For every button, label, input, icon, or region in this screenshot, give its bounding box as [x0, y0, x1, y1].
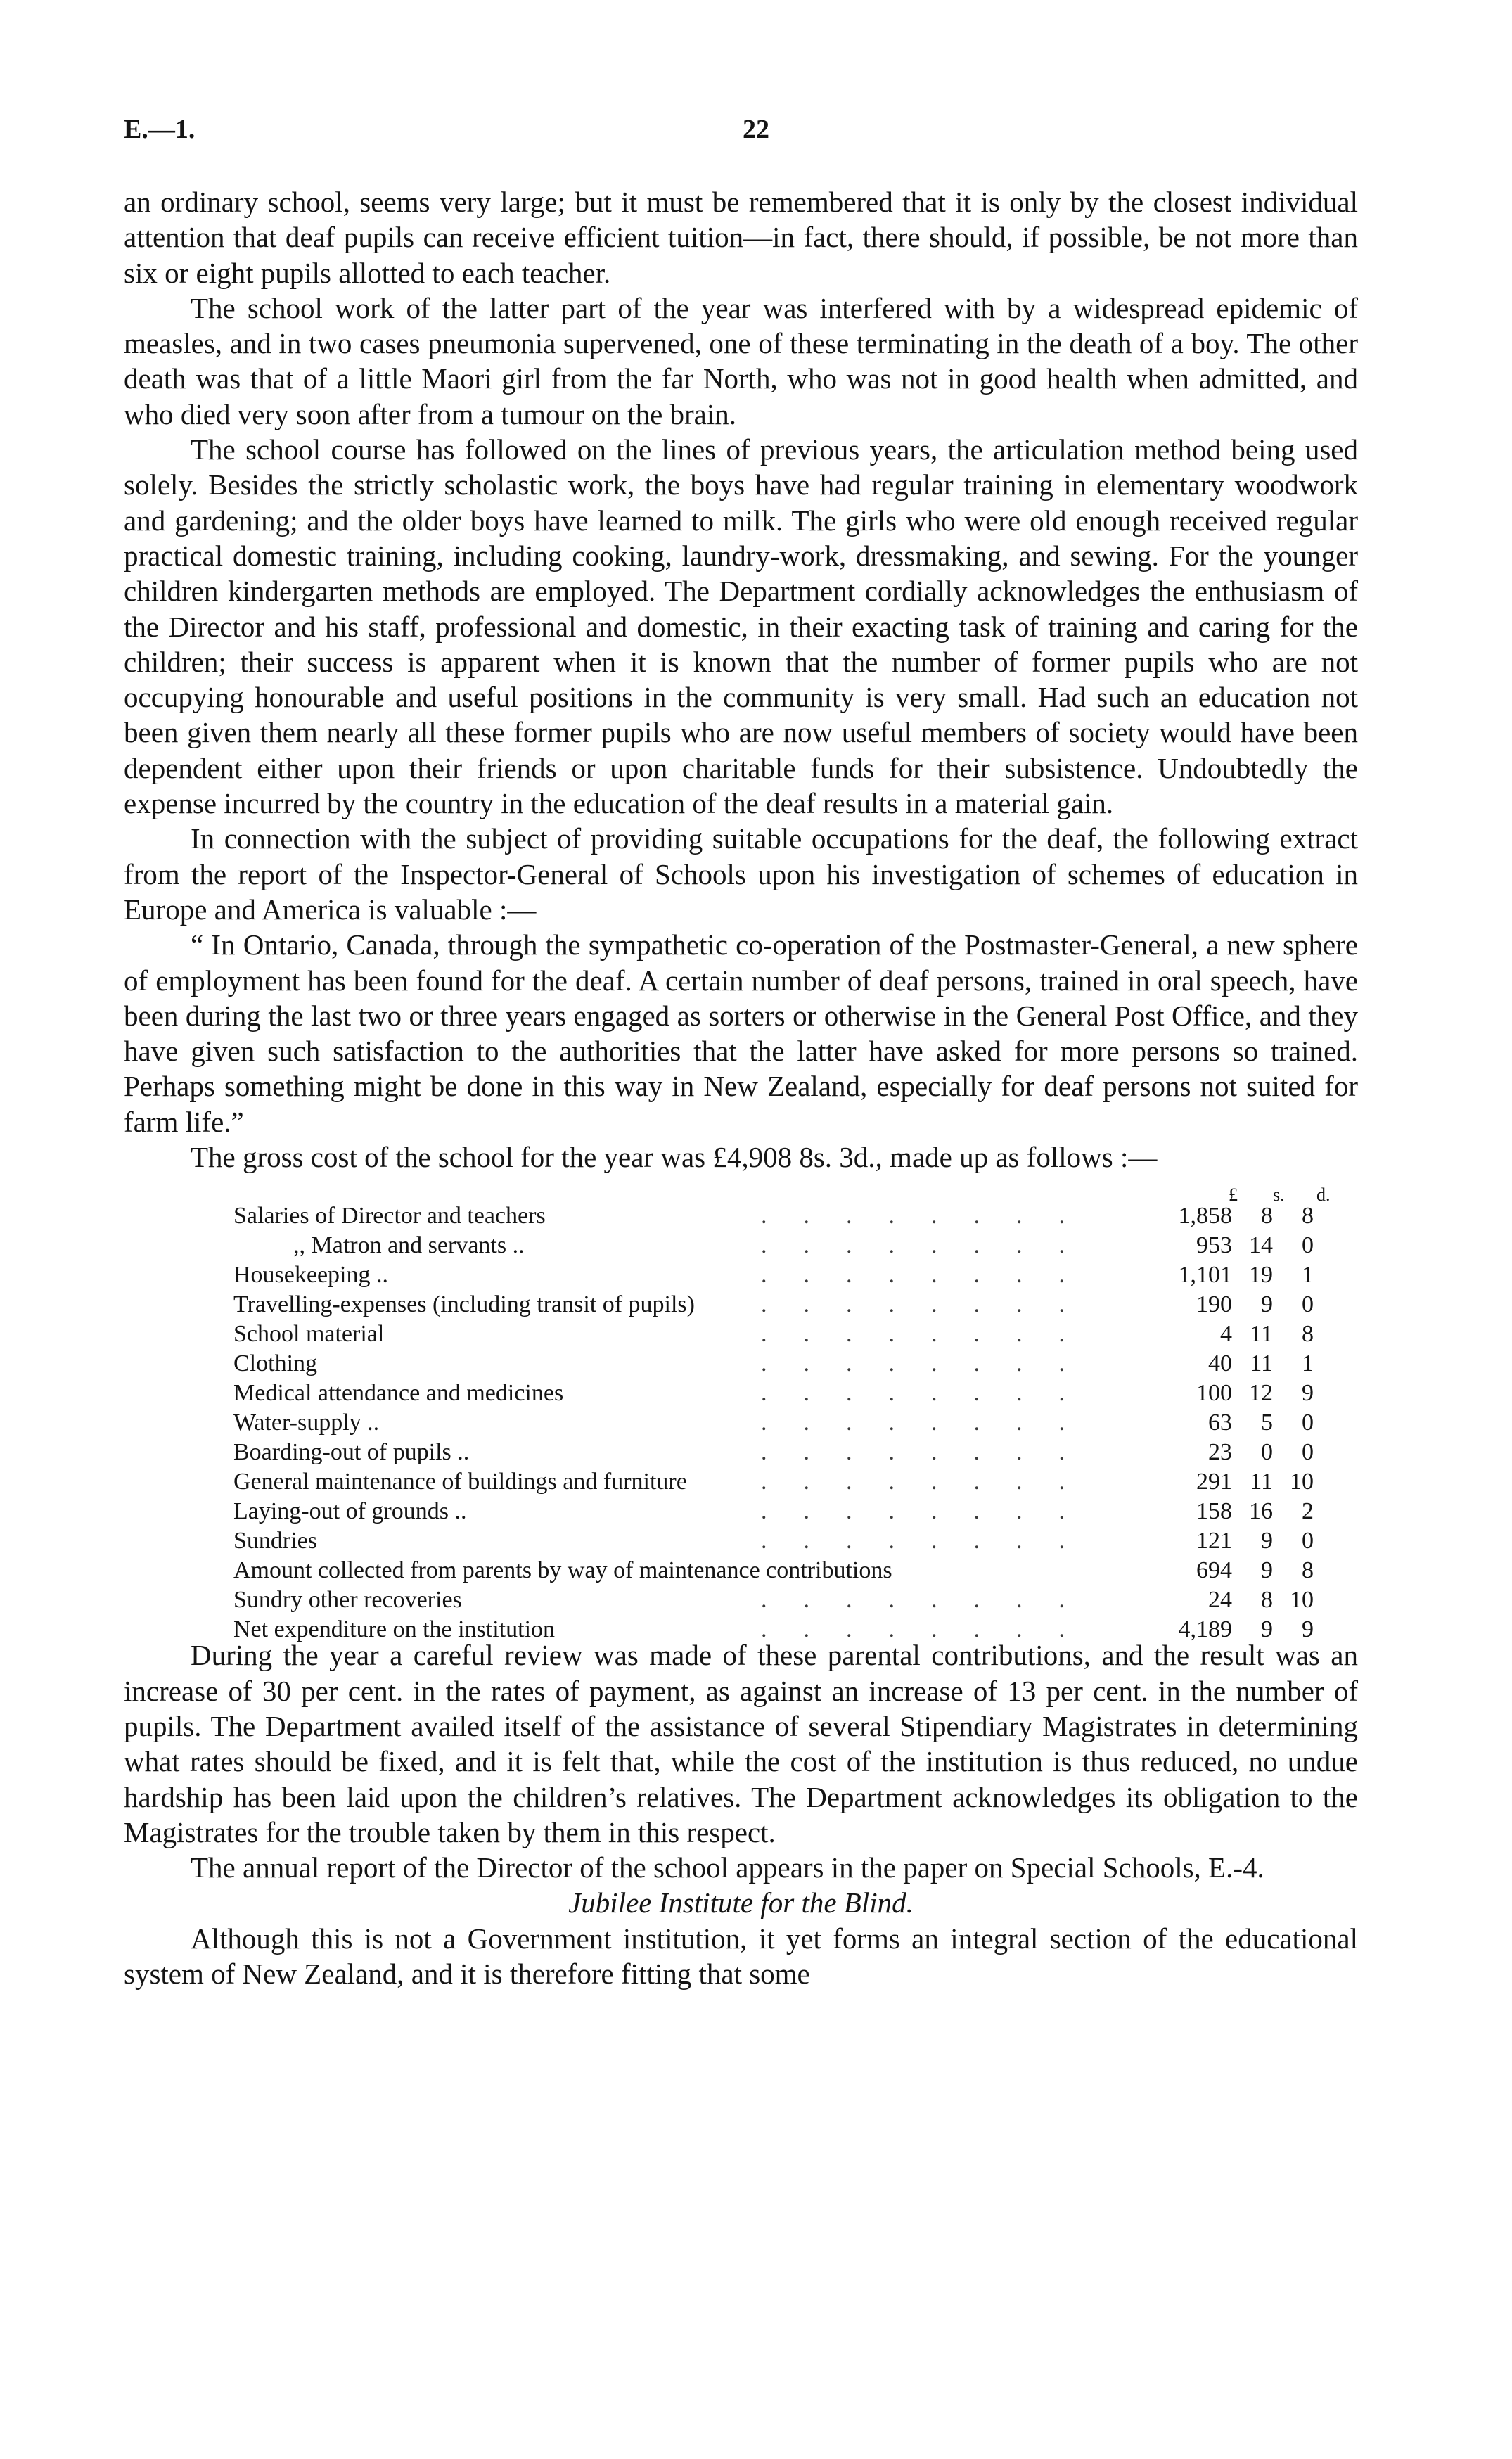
- row-label: Clothing: [233, 1350, 318, 1377]
- leader-dots: ........: [761, 1350, 1101, 1377]
- pence-cell: 8: [1302, 1203, 1314, 1230]
- row-label: Salaries of Director and teachers: [233, 1203, 546, 1230]
- table-row: [233, 1526, 1359, 1556]
- page-number: 22: [743, 115, 769, 144]
- leader-dots: ........: [761, 1262, 1101, 1289]
- expenditure-table: [124, 1180, 1358, 1643]
- table-row: [233, 1497, 1359, 1526]
- paragraph-jubilee-institute: Although this is not a Government institution, it yet forms an integral section of the educational system of New Zealand, and it is therefore fitting that some: [124, 1922, 1358, 1990]
- table-row: [233, 1231, 1359, 1260]
- pounds-cell: 40: [1208, 1350, 1232, 1377]
- table-row: [233, 1320, 1359, 1349]
- leader-dots: ........: [761, 1232, 1101, 1259]
- section-heading: Jubilee Institute for the Blind.: [568, 1886, 914, 1920]
- pence-header: d.: [1316, 1184, 1331, 1206]
- table-row: [233, 1379, 1359, 1408]
- row-label: Travelling-expenses (including transit of pupils): [233, 1291, 695, 1318]
- pounds-cell: 190: [1196, 1291, 1232, 1318]
- leader-dots: ........: [761, 1380, 1101, 1407]
- leader-dots: ........: [761, 1410, 1101, 1436]
- row-label: Housekeeping ..: [233, 1262, 389, 1289]
- quotation-ontario: “ In Ontario, Canada, through the sympathetic co-operation of the Postmaster-General, a new sphere of employment has been found for the deaf. A certain number of deaf persons, trained in oral speech, have been during the last two or three years engaged as sorters or otherwise in the General Post Office, and they have given such satisfaction to the authorities that the latter have asked for more persons so trained. Perhaps something might be done in this way in New Zealand, especially for deaf persons not suited for farm life.”: [124, 928, 1358, 1138]
- paragraph-continuation: an ordinary school, seems very large; but it must be remembered that it is only by the closest individual attention that deaf pupils can receive efficient tuition—in fact, there should, if possible, be not more than six or eight pupils allotted to each teacher.: [124, 186, 1358, 289]
- paragraph-annual-report: The annual report of the Director of the school appears in the paper on Special Schools, E.-4.: [191, 1851, 1264, 1884]
- shillings-cell: 16: [1249, 1498, 1273, 1525]
- pounds-cell: 1,858: [1178, 1203, 1232, 1230]
- pence-cell: 0: [1302, 1439, 1314, 1466]
- page-header: [124, 114, 1388, 156]
- paragraph-parental-contributions: During the year a careful review was made of these parental contributions, and the result was an increase of 30 per cent. in the rates of payment, as against an increase of 13 per cent. in the number of pupils. The Department availed itself of the assistance of several Stipendiary Magistrates in determining what rates should be fixed, and it is felt that, while the cost of the institution is thus reduced, no undue hardship has been laid upon the children’s relatives. The Department acknowledges its obligation to the Magistrates for the trouble taken by them in this respect.: [124, 1639, 1358, 1848]
- leader-dots: ........: [761, 1528, 1101, 1554]
- shillings-cell: 9: [1261, 1616, 1273, 1643]
- pence-cell: 0: [1302, 1410, 1314, 1436]
- pounds-header: £: [1229, 1184, 1238, 1206]
- paragraph-measles-epidemic: The school work of the latter part of the year was interfered with by a widespread epidemic of measles, and in two cases pneumonia supervened, one of these terminating in the death of a boy. The other death was that of a little Maori girl from the far North, who was not in good health when admitted, and who died very soon after from a tumour on the brain.: [124, 291, 1358, 430]
- pence-cell: 0: [1302, 1232, 1314, 1259]
- table-row: [233, 1201, 1359, 1231]
- shillings-cell: 11: [1250, 1469, 1273, 1495]
- row-label: School material: [233, 1321, 385, 1348]
- leader-dots: ........: [761, 1469, 1101, 1495]
- row-label: Boarding-out of pupils ..: [233, 1439, 470, 1466]
- pounds-cell: 694: [1196, 1557, 1232, 1584]
- pence-cell: 1: [1302, 1262, 1314, 1289]
- pounds-cell: 1,101: [1178, 1262, 1232, 1289]
- table-row: [233, 1556, 1359, 1585]
- table-row: [233, 1585, 1359, 1615]
- currency-header-row: [1084, 1180, 1366, 1206]
- page-body: [124, 184, 1358, 1991]
- row-label: Medical attendance and medicines: [233, 1380, 564, 1407]
- table-row: [233, 1467, 1359, 1497]
- row-label: Amount collected from parents by way of maintenance contributions: [233, 1557, 892, 1584]
- row-label: ,, Matron and servants ..: [293, 1232, 525, 1259]
- shillings-cell: 9: [1261, 1528, 1273, 1554]
- leader-dots: ........: [761, 1439, 1101, 1466]
- pence-cell: 2: [1302, 1498, 1314, 1525]
- shillings-cell: 8: [1261, 1587, 1273, 1614]
- row-label: Sundry other recoveries: [233, 1587, 462, 1614]
- table-row: [233, 1349, 1359, 1379]
- pounds-cell: 63: [1208, 1410, 1232, 1436]
- row-label: Water-supply ..: [233, 1410, 380, 1436]
- section-reference: E.—1.: [124, 115, 196, 144]
- table-row: [233, 1290, 1359, 1320]
- pounds-cell: 158: [1196, 1498, 1232, 1525]
- table-row: [233, 1408, 1359, 1438]
- leader-dots: ........: [761, 1498, 1101, 1525]
- shillings-cell: 9: [1261, 1557, 1273, 1584]
- pounds-cell: 24: [1208, 1587, 1232, 1614]
- pence-cell: 10: [1290, 1469, 1314, 1495]
- leader-dots: ........: [761, 1291, 1101, 1318]
- shillings-cell: 14: [1249, 1232, 1273, 1259]
- paragraph-occupations: In connection with the subject of providing suitable occupations for the deaf, the following extract from the report of the Inspector-General of Schools upon his investigation of schemes of education in Europe and America is valuable :—: [124, 822, 1358, 926]
- pence-cell: 9: [1302, 1616, 1314, 1643]
- shillings-header: s.: [1273, 1184, 1285, 1206]
- pence-cell: 0: [1302, 1528, 1314, 1554]
- shillings-cell: 8: [1261, 1203, 1273, 1230]
- leader-dots: ........: [761, 1587, 1101, 1614]
- row-label: Laying-out of grounds ..: [233, 1498, 467, 1525]
- pence-cell: 0: [1302, 1291, 1314, 1318]
- pounds-cell: 23: [1208, 1439, 1232, 1466]
- leader-dots: ........: [761, 1616, 1101, 1643]
- pounds-cell: 121: [1196, 1528, 1232, 1554]
- row-label: General maintenance of buildings and furniture: [233, 1469, 687, 1495]
- leader-dots: ........: [761, 1321, 1101, 1348]
- pence-cell: 8: [1302, 1557, 1314, 1584]
- pounds-cell: 4,189: [1178, 1616, 1232, 1643]
- costs-intro: The gross cost of the school for the year was £4,908 8s. 3d., made up as follows :—: [191, 1141, 1158, 1174]
- shillings-cell: 12: [1249, 1380, 1273, 1407]
- pence-cell: 9: [1302, 1380, 1314, 1407]
- shillings-cell: 0: [1261, 1439, 1273, 1466]
- shillings-cell: 11: [1250, 1350, 1273, 1377]
- pounds-cell: 100: [1196, 1380, 1232, 1407]
- leader-dots: ........: [761, 1203, 1101, 1230]
- pounds-cell: 953: [1196, 1232, 1232, 1259]
- shillings-cell: 11: [1250, 1321, 1273, 1348]
- row-label: Net expenditure on the institution: [233, 1616, 556, 1643]
- paragraph-school-course: The school course has followed on the lines of previous years, the articulation method being used solely. Besides the strictly scholastic work, the boys have had regular training in elementary woodwork and gardening; and the older boys have learned to milk. The girls who were old enough received regular practical domestic training, including cooking, laundry-work, dressmaking, and sewing. For the younger children kindergarten methods are employed. The Department cordially acknowledges the enthusiasm of the Director and his staff, professional and domestic, in their exacting task of training and caring for the children; their success is apparent when it is known that the number of former pupils who are not occupying honourable and useful positions in the community is very small. Had such an education not been given them nearly all these former pupils who are now useful members of society would have been dependent either upon their friends or upon charitable funds for their subsistence. Undoubtedly the expense incurred by the country in the education of the deaf results in a material gain.: [124, 433, 1358, 820]
- shillings-cell: 9: [1261, 1291, 1273, 1318]
- shillings-cell: 5: [1261, 1410, 1273, 1436]
- expenditure-rows: [233, 1201, 1359, 1644]
- shillings-cell: 19: [1249, 1262, 1273, 1289]
- pence-cell: 1: [1302, 1350, 1314, 1377]
- table-row: [233, 1260, 1359, 1290]
- pounds-cell: 4: [1220, 1321, 1232, 1348]
- pence-cell: 8: [1302, 1321, 1314, 1348]
- table-row: [233, 1615, 1359, 1644]
- pence-cell: 10: [1290, 1587, 1314, 1614]
- row-label: Sundries: [233, 1528, 317, 1554]
- table-row: [233, 1438, 1359, 1467]
- pounds-cell: 291: [1196, 1469, 1232, 1495]
